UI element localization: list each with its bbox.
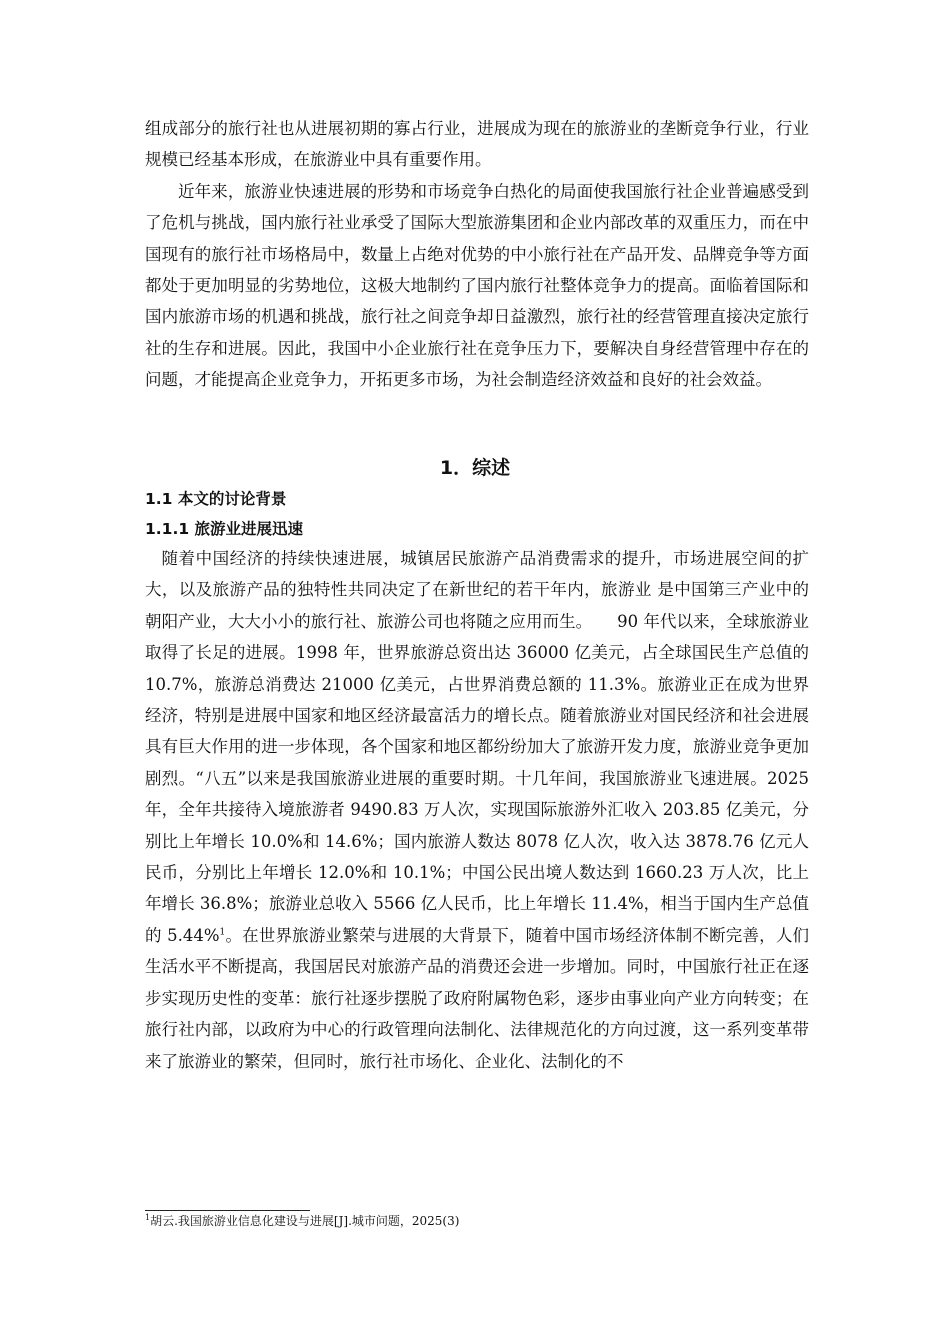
body-text-part-b: 。在世界旅游业繁荣与进展的大背景下，随着中国市场经济体制不断完善，人们生活水平不断提高，我国居民对旅游产品的消费还会进一步增加。同时，中国旅行社正在逐步实现历史性的变革：旅行社逐步摆脱了政府附属物色彩，逐步由事业向产业方向转变；在旅行社内部，以政府为中心的行政管理向法制化、法律规范化的方向过渡，这一系列变革带来了旅游业的繁荣，但同时，旅行社市场化、企业化、法制化的不	[145, 925, 810, 1071]
subsection-heading-background: 1.1 本文的讨论背景	[145, 490, 287, 508]
paragraph-recent-years: 近年来，旅游业快速进展的形势和市场竞争白热化的局面使我国旅行社企业普遍感受到了危机与挑战，国内旅行社业承受了国际大型旅游集团和企业内部改革的双重压力，而在中国现有的旅行社市场格局中，数量上占绝对优势的中小旅行社在产品开发、品牌竞争等方面都处于更加明显的劣势地位，这极大地制约了国内旅行社整体竞争力的提高。面临着国际和国内旅游市场的机遇和挑战，旅行社之间竞争却日益激烈，旅行社的经营管理直接决定旅行社的生存和进展。因此，我国中小企业旅行社在竞争压力下，要解决自身经营管理中存在的问题，才能提高企业竞争力，开拓更多市场，为社会制造经济效益和良好的社会效益。	[145, 181, 809, 390]
footnote	[145, 1213, 459, 1229]
footnote-separator	[145, 1210, 310, 1211]
section-heading-overview: 1．综述	[439, 457, 511, 479]
paragraph-continued: 组成部分的旅行社也从进展初期的寡占行业，进展成为现在的旅游业的垄断竞争行业，行业规模已经基本形成，在旅游业中具有重要作用。	[145, 119, 809, 170]
body-text-part-a: 随着中国经济的持续快速进展，城镇居民旅游产品消费需求的提升，市场进展空间的扩大，以及旅游产品的独特性共同决定了在新世纪的若干年内，旅游业 是中国第三产业中的朝阳产业，大大小小的旅行社、旅游公司也将随之应用而生。 90 年代以来，全球旅游业取得了长足的进展。1998 年，世界旅游总资出达 36000 亿美元，占全球国民生产总值的 10.7%，旅游总消费达 21000 亿美元，占世界消费总额的 11.3%。旅游业正在成为世界经济，特别是进展中国家和地区经济最富活力的增长点。随着旅游业对国民经济和社会进展具有巨大作用的进一步体现，各个国家和地区都纷纷加大了旅游开发力度，旅游业竞争更加剧烈。“八五”以来是我国旅游业进展的重要时期。十几年间，我国旅游业飞速进展。2025 年，全年共接待入境旅游者 9490.83 万人次，实现国际旅游外汇收入 203.85 亿美元，分别比上年增长 10.0%和 14.6%；国内旅游人数达 8078 亿人次，收入达 3878.76 亿元人民币，分别比上年增长 12.0%和 10.1%；中国公民出境人数达到 1660.23 万人次，比上年增长 36.8%；旅游业总收入 5566 亿人民币，比上年增长 11.4%，相当于国内生产总值的 5.44%	[145, 549, 809, 945]
footnote-text: 胡云.我国旅游业信息化建设与进展[J].城市问题，2025(3)	[150, 1214, 460, 1228]
footnote-reference[interactable]: 1	[219, 927, 226, 938]
footnote-marker: 1	[145, 1213, 151, 1222]
paragraph-tourism-growth	[145, 543, 809, 1077]
body-text	[145, 543, 809, 1077]
intro-text	[145, 113, 809, 396]
subsubsection-heading-tourism-growth: 1.1.1 旅游业进展迅速	[145, 520, 304, 538]
